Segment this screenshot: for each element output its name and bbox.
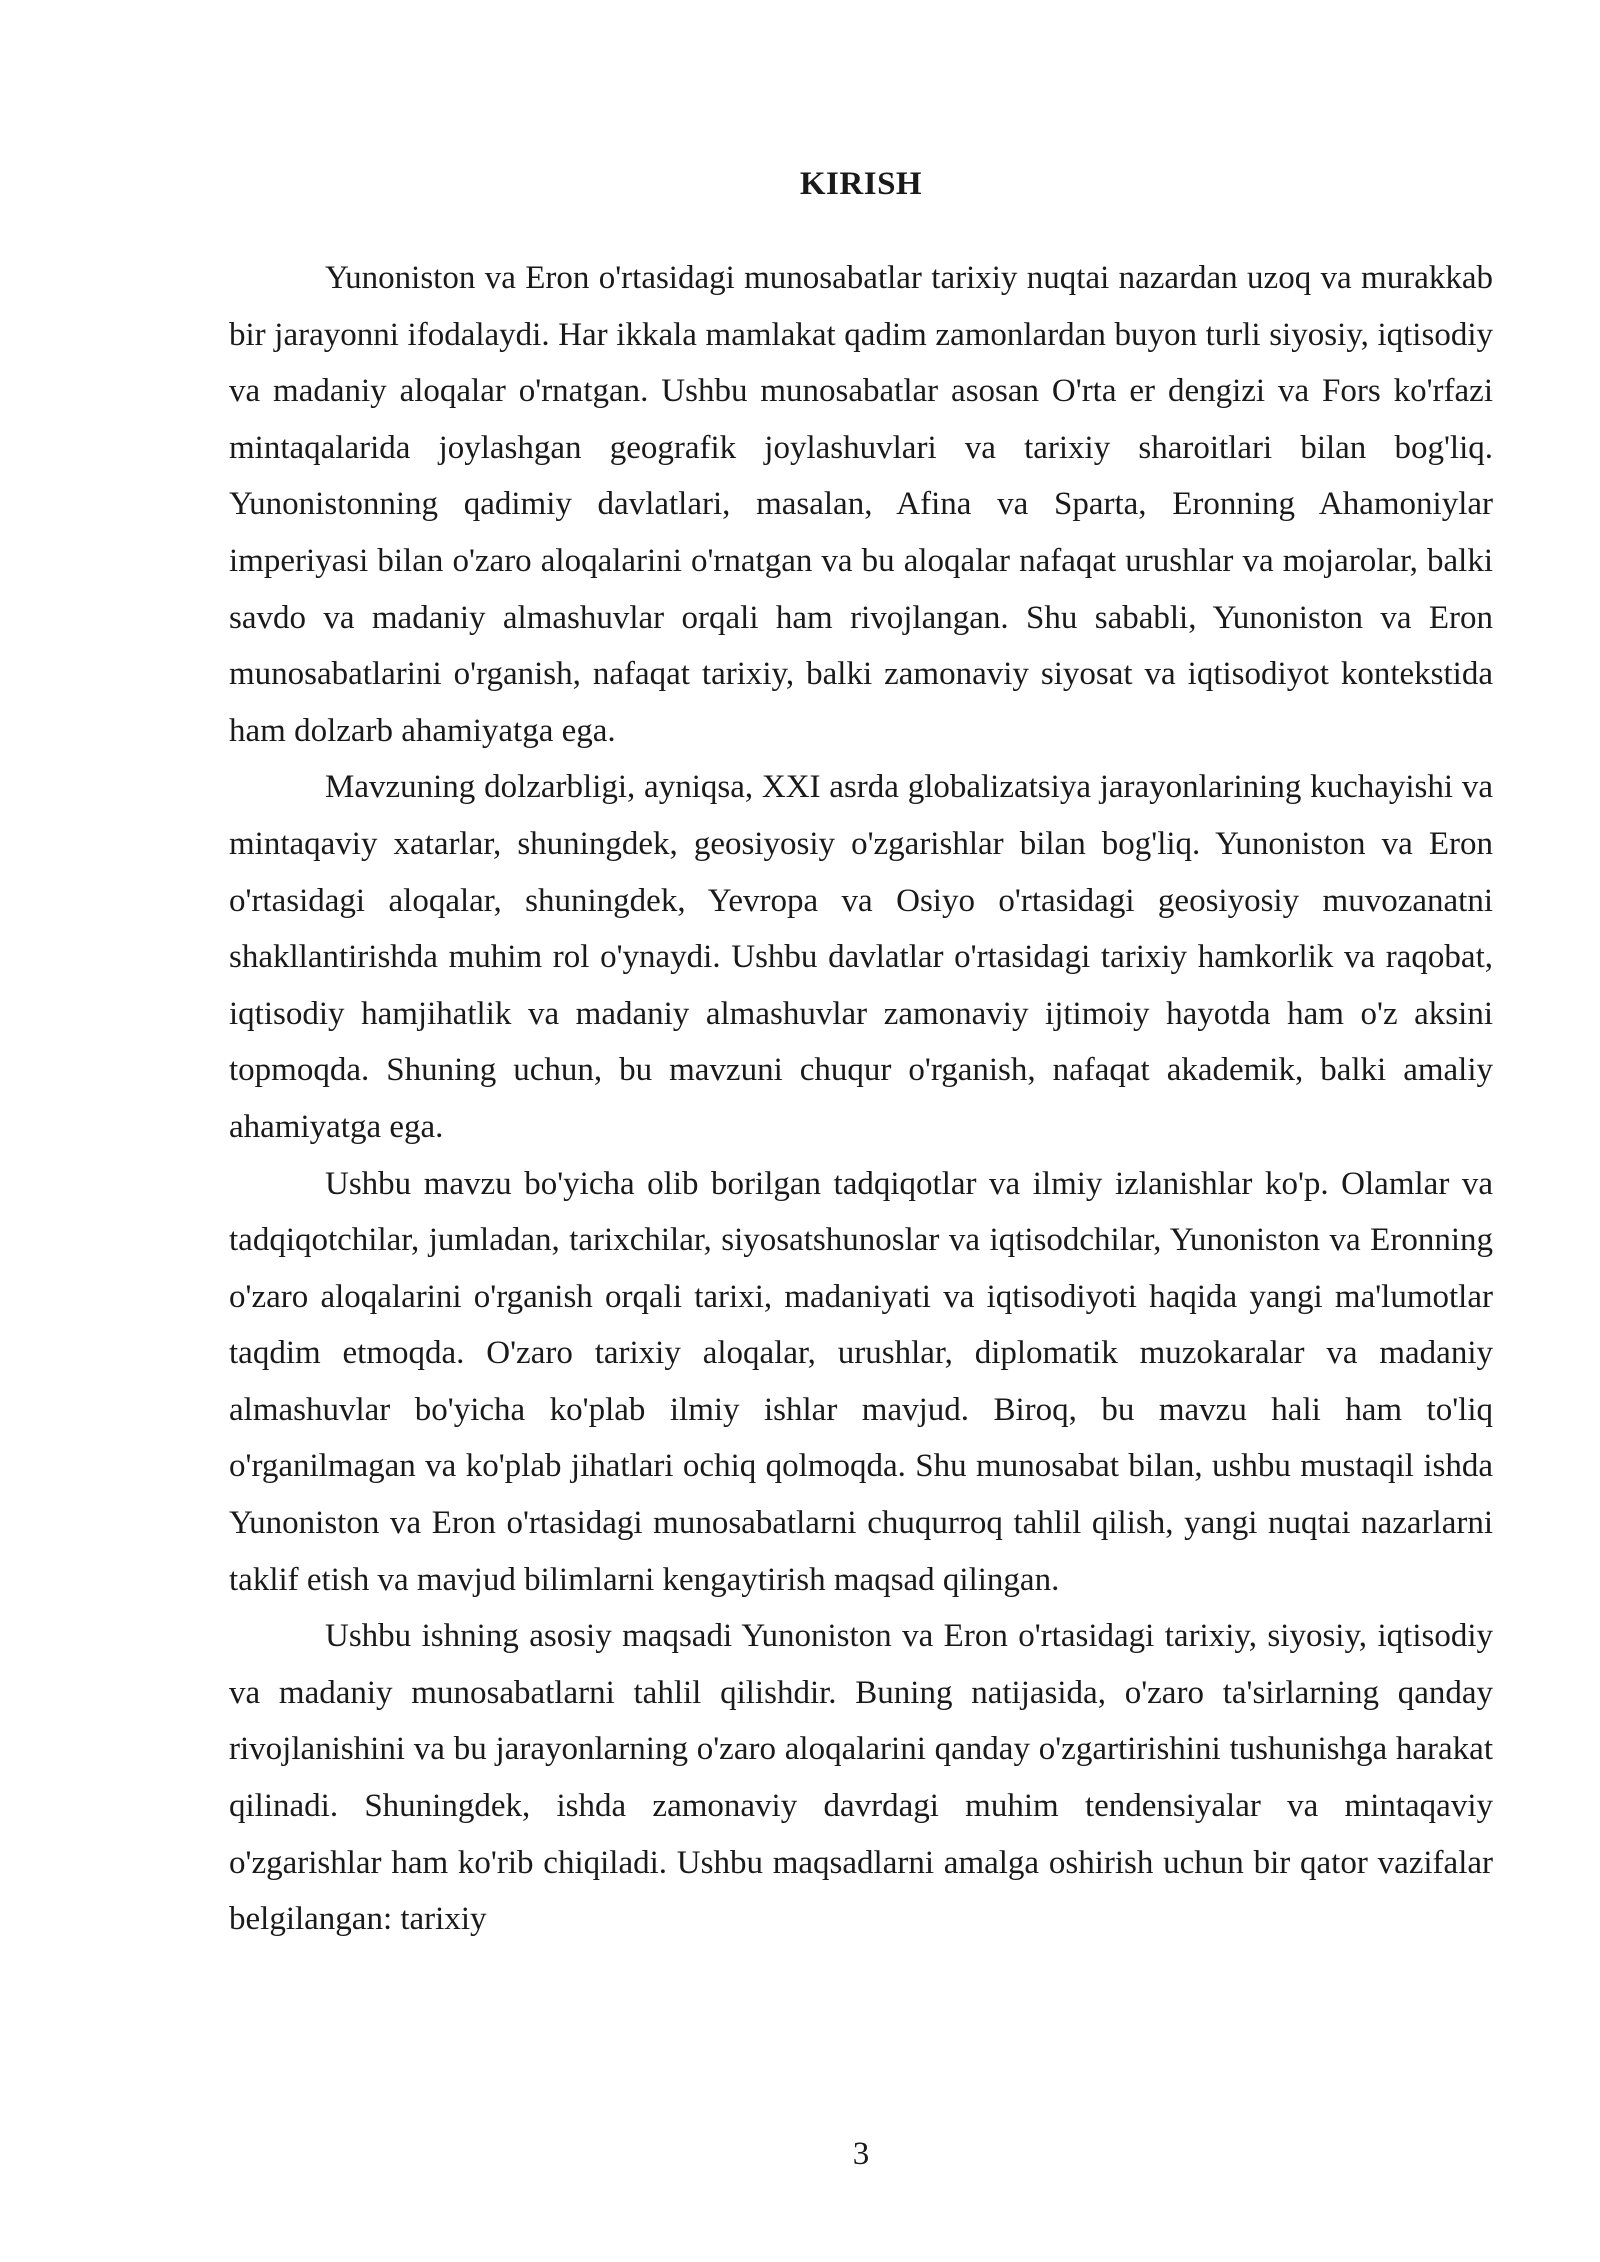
paragraph-2: Mavzuning dolzarbligi, ayniqsa, XXI asrda globalizatsiya jarayonlarining kuchayishi va mintaqaviy xatarlar, shuningdek, geosiyosiy o'zgarishlar bilan bog'liq. Yunoniston va Eron o'rtasidagi aloqalar, shuningdek, Yevropa va Osiyo o'rtasidagi geosiyosiy muvozanatni shakllantirishda muhim rol o'ynaydi. Ushbu davlatlar o'rtasidagi tarixiy hamkorlik va raqobat, iqtisodiy hamjihatlik va madaniy almashuvlar zamonaviy ijtimoiy hayotda ham o'z aksini topmoqda. Shuning uchun, bu mavzuni chuqur o'rganish, nafaqat akademik, balki amaliy ahamiyatga ega. bbox=[229, 769, 1493, 1145]
page-title: KIRISH bbox=[799, 166, 923, 202]
paragraph-1: Yunoniston va Eron o'rtasidagi munosabatlar tarixiy nuqtai nazardan uzoq va murakkab bir jarayonni ifodalaydi. Har ikkala mamlakat qadim zamonlardan buyon turli siyosiy, iqtisodiy va madaniy aloqalar o'rnatgan. Ushbu munosabatlar asosan O'rta er dengizi va Fors ko'rfazi mintaqalarida joylashgan geografik joylashuvlari va tarixiy sharoitlari bilan bog'liq. Yunonistonning qadimiy davlatlari, masalan, Afina va Sparta, Eronning Ahamoniylar imperiyasi bilan o'zaro aloqalarini o'rnatgan va bu aloqalar nafaqat urushlar va mojarolar, balki savdo va madaniy almashuvlar orqali ham rivojlangan. Shu sababli, Yunoniston va Eron munosabatlarini o'rganish, nafaqat tarixiy, balki zamonaviy siyosat va iqtisodiyot kontekstida ham dolzarb ahamiyatga ega. bbox=[229, 260, 1493, 749]
body-text bbox=[229, 250, 1493, 1948]
page-number: 3 bbox=[852, 2136, 870, 2172]
paragraph-4: Ushbu ishning asosiy maqsadi Yunoniston va Eron o'rtasidagi tarixiy, siyosiy, iqtisodiy va madaniy munosabatlarni tahlil qilishdir. Buning natijasida, o'zaro ta'sirlarning qanday rivojlanishini va bu jarayonlarning o'zaro aloqalarini qanday o'zgartirishini tushunishga harakat qilinadi. Shuningdek, ishda zamonaviy davrdagi muhim tendensiyalar va mintaqaviy o'zgarishlar ham ko'rib chiqiladi. Ushbu maqsadlarni amalga oshirish uchun bir qator vazifalar belgilangan: tarixiy bbox=[229, 1618, 1493, 1938]
paragraph-3: Ushbu mavzu bo'yicha olib borilgan tadqiqotlar va ilmiy izlanishlar ko'p. Olamlar va tadqiqotchilar, jumladan, tarixchilar, siyosatshunoslar va iqtisodchilar, Yunoniston va Eronning o'zaro aloqalarini o'rganish orqali tarixi, madaniyati va iqtisodiyoti haqida yangi ma'lumotlar taqdim etmoqda. O'zaro tarixiy aloqalar, urushlar, diplomatik muzokaralar va madaniy almashuvlar bo'yicha ko'plab ilmiy ishlar mavjud. Biroq, bu mavzu hali ham to'liq o'rganilmagan va ko'plab jihatlari ochiq qolmoqda. Shu munosabat bilan, ushbu mustaqil ishda Yunoniston va Eron o'rtasidagi munosabatlarni chuqurroq tahlil qilish, yangi nuqtai nazarlarni taklif etish va mavjud bilimlarni kengaytirish maqsad qilingan. bbox=[229, 1165, 1493, 1598]
